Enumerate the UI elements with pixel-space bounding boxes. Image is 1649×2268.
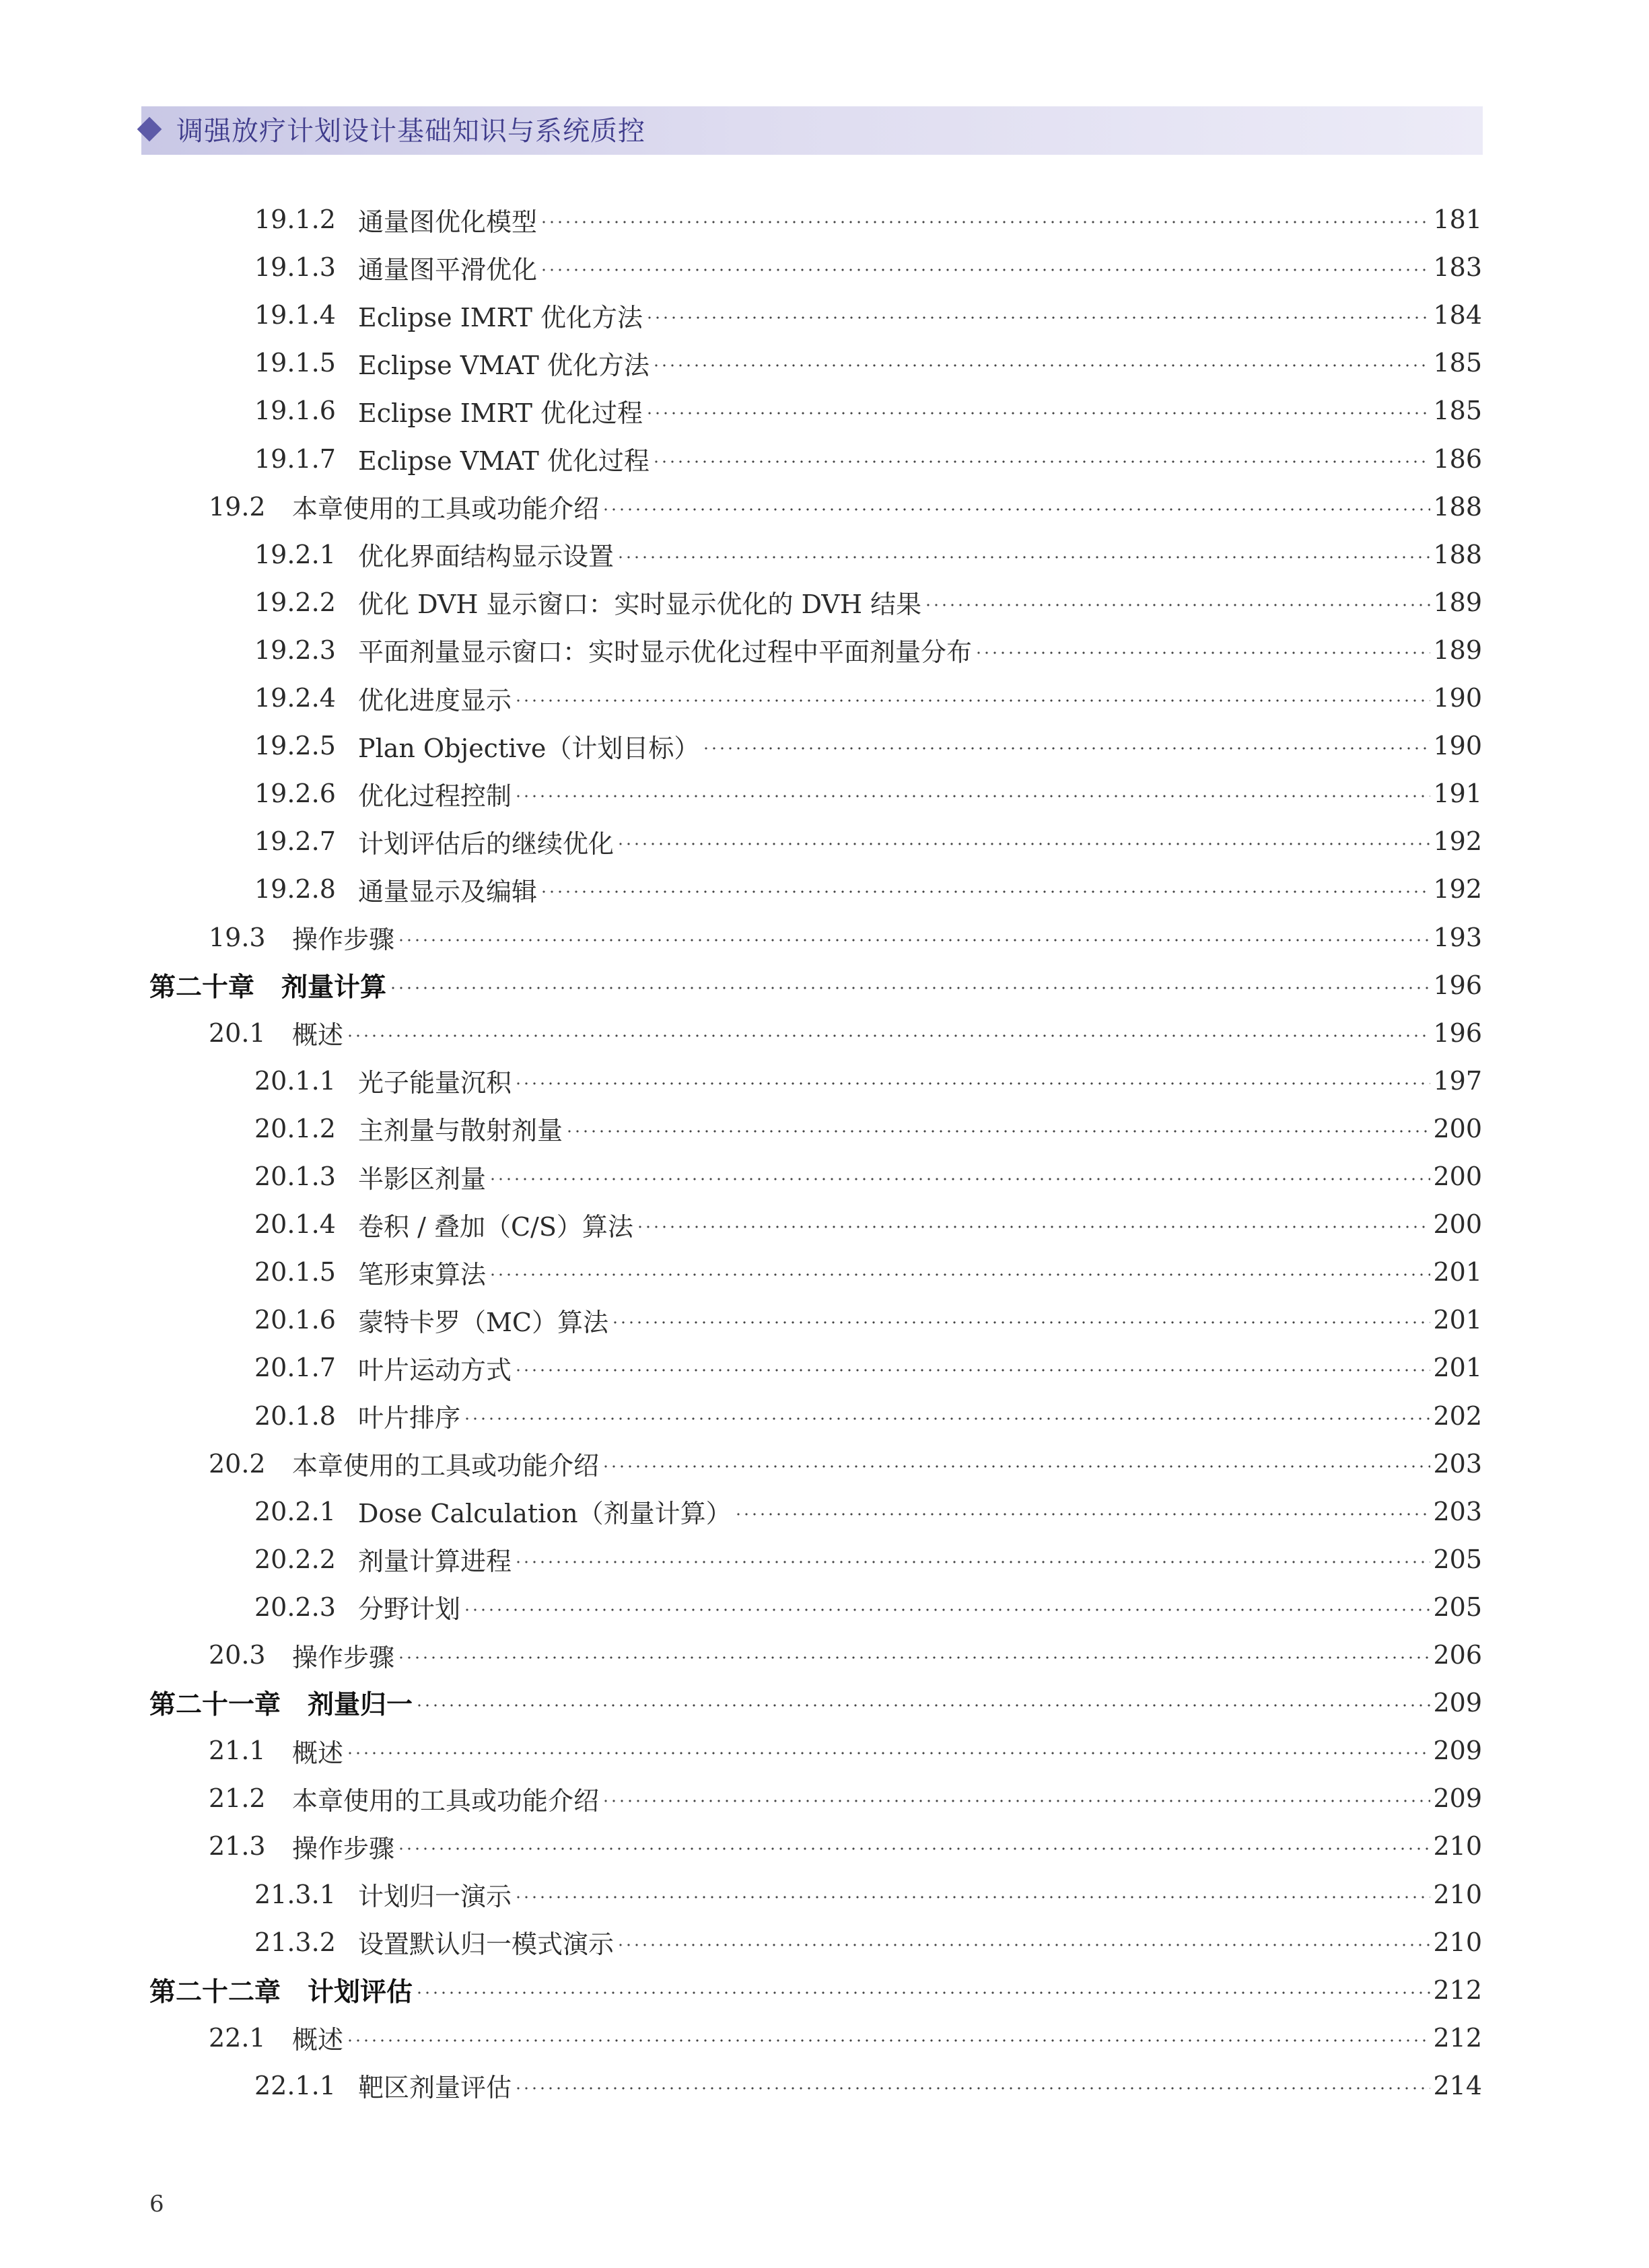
toc-entry-title: 主剂量与散射剂量 bbox=[358, 1116, 563, 1146]
toc-entry-number: 20.1 bbox=[209, 1018, 266, 1048]
toc-dot-leader bbox=[565, 1130, 1430, 1133]
toc-entry-title: 蒙特卡罗（MC）算法 bbox=[358, 1307, 608, 1337]
toc-entry-page: 183 bbox=[1433, 252, 1482, 283]
toc-dot-leader bbox=[346, 1034, 1430, 1037]
toc-entry[interactable] bbox=[254, 1347, 1482, 1388]
toc-entry-number: 22.1 bbox=[209, 2022, 266, 2053]
toc-entry-title: 优化过程控制 bbox=[358, 781, 512, 811]
toc-entry-page: 192 bbox=[1433, 874, 1482, 905]
toc-dot-leader bbox=[636, 1226, 1431, 1228]
toc-dot-leader bbox=[397, 1656, 1430, 1659]
toc-entry-title: 叶片排序 bbox=[358, 1403, 461, 1433]
toc-entry-number: 20.2.3 bbox=[254, 1592, 336, 1622]
page-number: 6 bbox=[149, 2191, 164, 2218]
toc-entry-title: 操作步骤 bbox=[292, 1833, 395, 1864]
toc-entry-number: 20.1.8 bbox=[254, 1401, 336, 1431]
toc-entry-title: 计划评估 bbox=[308, 1977, 413, 2008]
toc-entry-title: Eclipse VMAT 优化方法 bbox=[358, 350, 650, 380]
toc-entry-title: 分野计划 bbox=[358, 1594, 461, 1625]
toc-entry-number: 21.2 bbox=[209, 1783, 266, 1814]
toc-entry-page: 196 bbox=[1433, 970, 1482, 1000]
toc-dot-leader bbox=[489, 1178, 1430, 1180]
toc-entry-page: 210 bbox=[1433, 1831, 1482, 1862]
toc-entry-page: 214 bbox=[1433, 2070, 1482, 2100]
toc-entry-page: 209 bbox=[1433, 1688, 1482, 1718]
toc-entry-number: 19.2.3 bbox=[254, 635, 336, 665]
toc-dot-leader bbox=[389, 987, 1430, 989]
toc-entry-page: 192 bbox=[1433, 826, 1482, 857]
toc-entry-number: 21.3 bbox=[209, 1831, 266, 1862]
toc-entry-number: 19.2 bbox=[209, 491, 266, 522]
toc-entry-title: 光子能量沉积 bbox=[358, 1068, 512, 1098]
toc-entry[interactable] bbox=[254, 390, 1482, 431]
toc-entry-page: 188 bbox=[1433, 491, 1482, 522]
toc-entry-number: 22.1.1 bbox=[254, 2070, 336, 2100]
toc-entry-title: Eclipse VMAT 优化过程 bbox=[358, 446, 650, 476]
toc-entry-title: 计划评估后的继续优化 bbox=[358, 828, 615, 859]
toc-entry-page: 200 bbox=[1433, 1209, 1482, 1240]
toc-entry-number: 19.3 bbox=[209, 922, 266, 952]
toc-entry[interactable] bbox=[254, 1204, 1482, 1244]
toc-entry[interactable] bbox=[254, 295, 1482, 335]
toc-entry[interactable] bbox=[254, 1252, 1482, 1292]
toc-entry-title: 平面剂量显示窗口：实时显示优化过程中平面剂量分布 bbox=[358, 637, 973, 668]
toc-entry-title: 笔形束算法 bbox=[358, 1259, 487, 1289]
toc-entry-page: 189 bbox=[1433, 635, 1482, 665]
toc-entry[interactable] bbox=[254, 1396, 1482, 1436]
toc-entry-title: 优化界面结构显示设置 bbox=[358, 542, 615, 572]
toc-entry[interactable] bbox=[209, 1778, 1482, 1818]
toc-entry-number: 20.1.6 bbox=[254, 1305, 336, 1335]
toc-entry-page: 201 bbox=[1433, 1353, 1482, 1383]
toc-dot-leader bbox=[463, 1608, 1430, 1611]
toc-entry[interactable] bbox=[209, 1730, 1482, 1771]
toc-entry-title: 设置默认归一模式演示 bbox=[358, 1929, 615, 1960]
toc-entry[interactable] bbox=[209, 1444, 1482, 1484]
toc-dot-leader bbox=[645, 316, 1430, 319]
toc-dot-leader bbox=[617, 843, 1430, 845]
toc-entry-page: 212 bbox=[1433, 2022, 1482, 2053]
toc-dot-leader bbox=[975, 651, 1430, 654]
toc-entry-number: 20.1.5 bbox=[254, 1257, 336, 1287]
toc-entry-number: 20.2.1 bbox=[254, 1496, 336, 1526]
toc-chapter-entry[interactable] bbox=[149, 1682, 1482, 1723]
toc-dot-leader bbox=[734, 1513, 1431, 1516]
toc-dot-leader bbox=[702, 747, 1430, 750]
toc-entry[interactable] bbox=[254, 343, 1482, 383]
toc-entry-page: 185 bbox=[1433, 396, 1482, 426]
toc-entry-page: 190 bbox=[1433, 683, 1482, 713]
toc-entry-number: 19.1.3 bbox=[254, 252, 336, 283]
toc-dot-leader bbox=[602, 508, 1430, 511]
toc-entry-page: 205 bbox=[1433, 1544, 1482, 1574]
toc-dot-leader bbox=[617, 556, 1430, 559]
toc-entry-page: 203 bbox=[1433, 1448, 1482, 1479]
toc-dot-leader bbox=[514, 1896, 1430, 1899]
toc-dot-leader bbox=[645, 412, 1430, 415]
toc-entry-number: 21.1 bbox=[209, 1736, 266, 1766]
toc-entry-number: 20.1.7 bbox=[254, 1353, 336, 1383]
toc-entry-page: 190 bbox=[1433, 731, 1482, 761]
toc-entry-number: 19.2.2 bbox=[254, 587, 336, 617]
toc-entry-page: 212 bbox=[1433, 1975, 1482, 2005]
toc-entry-page: 206 bbox=[1433, 1640, 1482, 1670]
toc-entry[interactable] bbox=[254, 1874, 1482, 1915]
toc-entry-page: 196 bbox=[1433, 1018, 1482, 1048]
toc-entry-page: 209 bbox=[1433, 1736, 1482, 1766]
toc-entry-title: 概述 bbox=[292, 2025, 344, 2055]
toc-entry[interactable] bbox=[209, 917, 1482, 958]
toc-entry-number: 19.2.6 bbox=[254, 779, 336, 809]
toc-entry-page: 197 bbox=[1433, 1065, 1482, 1096]
toc-dot-leader bbox=[602, 1465, 1430, 1468]
toc-entry[interactable] bbox=[254, 630, 1482, 670]
toc-entry[interactable] bbox=[209, 1635, 1482, 1675]
toc-entry-number: 第二十一章 bbox=[149, 1690, 281, 1721]
toc-dot-leader bbox=[514, 2087, 1430, 2090]
toc-entry-number: 21.3.1 bbox=[254, 1879, 336, 1909]
toc-entry-title: Dose Calculation（剂量计算） bbox=[358, 1499, 732, 1529]
toc-entry[interactable] bbox=[254, 582, 1482, 623]
toc-dot-leader bbox=[397, 1847, 1430, 1850]
toc-dot-leader bbox=[617, 1944, 1430, 1946]
toc-entry-title: 本章使用的工具或功能介绍 bbox=[292, 1451, 600, 1481]
toc-entry-page: 184 bbox=[1433, 300, 1482, 330]
toc-entry-title: 通量图平滑优化 bbox=[358, 254, 538, 285]
toc-dot-leader bbox=[514, 795, 1430, 798]
toc-entry-page: 191 bbox=[1433, 779, 1482, 809]
toc-entry[interactable] bbox=[254, 2065, 1482, 2106]
toc-entry-title: 计划归一演示 bbox=[358, 1882, 512, 1911]
toc-entry-number: 19.2.1 bbox=[254, 539, 336, 569]
toc-dot-leader bbox=[514, 1082, 1430, 1085]
toc-entry-title: 叶片运动方式 bbox=[358, 1355, 512, 1385]
toc-entry-number: 19.2.5 bbox=[254, 731, 336, 761]
toc-entry-page: 200 bbox=[1433, 1113, 1482, 1143]
toc-entry-page: 186 bbox=[1433, 444, 1482, 474]
toc-entry-title: 卷积 / 叠加（C/S）算法 bbox=[358, 1211, 633, 1242]
toc-entry[interactable] bbox=[254, 1108, 1482, 1149]
toc-entry[interactable] bbox=[254, 534, 1482, 575]
toc-dot-leader bbox=[652, 460, 1431, 463]
toc-entry-page: 188 bbox=[1433, 539, 1482, 569]
toc-entry-number: 21.3.2 bbox=[254, 1927, 336, 1957]
toc-entry-page: 185 bbox=[1433, 348, 1482, 378]
toc-chapter-entry[interactable] bbox=[149, 965, 1482, 1005]
toc-entry-number: 19.1.7 bbox=[254, 444, 336, 474]
toc-entry-title: 优化进度显示 bbox=[358, 685, 512, 715]
toc-entry[interactable] bbox=[209, 487, 1482, 527]
toc-entry[interactable] bbox=[254, 199, 1482, 240]
toc-entry-title: Eclipse IMRT 优化方法 bbox=[358, 302, 643, 332]
toc-entry-title: 操作步骤 bbox=[292, 925, 395, 954]
toc-dot-leader bbox=[514, 1369, 1430, 1372]
toc-entry[interactable] bbox=[254, 678, 1482, 718]
toc-entry-number: 20.1.4 bbox=[254, 1209, 336, 1240]
toc-entry-page: 205 bbox=[1433, 1592, 1482, 1622]
toc-entry-number: 第二十二章 bbox=[149, 1977, 281, 2008]
toc-entry-page: 200 bbox=[1433, 1162, 1482, 1191]
toc-entry[interactable] bbox=[254, 1587, 1482, 1627]
toc-entry-page: 189 bbox=[1433, 587, 1482, 617]
toc-entry-title: 概述 bbox=[292, 1020, 344, 1051]
toc-entry-title: 剂量归一 bbox=[308, 1690, 413, 1721]
toc-entry-number: 19.1.6 bbox=[254, 396, 336, 426]
toc-entry-title: 概述 bbox=[292, 1738, 344, 1768]
toc-entry-page: 193 bbox=[1433, 922, 1482, 952]
running-header-title: 调强放疗计划设计基础知识与系统质控 bbox=[176, 116, 645, 147]
toc-entry-page: 209 bbox=[1433, 1783, 1482, 1814]
toc-entry[interactable] bbox=[254, 1156, 1482, 1197]
toc-entry-title: 剂量计算进程 bbox=[358, 1547, 512, 1577]
toc-entry-page: 210 bbox=[1433, 1879, 1482, 1909]
toc-entry-number: 20.2 bbox=[209, 1448, 266, 1479]
toc-entry-page: 202 bbox=[1433, 1401, 1482, 1431]
toc-entry-title: 通量图优化模型 bbox=[358, 207, 538, 237]
toc-entry-number: 19.1.4 bbox=[254, 300, 336, 330]
toc-dot-leader bbox=[346, 1752, 1430, 1755]
toc-entry-page: 201 bbox=[1433, 1305, 1482, 1335]
toc-entry-title: 本章使用的工具或功能介绍 bbox=[292, 494, 600, 524]
toc-entry-number: 19.1.5 bbox=[254, 348, 336, 378]
toc-entry[interactable] bbox=[254, 773, 1482, 814]
toc-dot-leader bbox=[489, 1273, 1430, 1276]
toc-entry[interactable] bbox=[254, 439, 1482, 479]
toc-entry[interactable] bbox=[254, 821, 1482, 861]
toc-entry[interactable] bbox=[254, 1061, 1482, 1101]
toc-entry-title: 本章使用的工具或功能介绍 bbox=[292, 1785, 600, 1816]
toc-dot-leader bbox=[463, 1417, 1430, 1420]
toc-entry-title: 优化 DVH 显示窗口：实时显示优化的 DVH 结果 bbox=[358, 590, 922, 620]
toc-dot-leader bbox=[540, 269, 1430, 271]
toc-dot-leader bbox=[924, 604, 1430, 606]
toc-dot-leader bbox=[346, 2039, 1430, 2042]
toc-dot-leader bbox=[514, 699, 1430, 702]
toc-entry[interactable] bbox=[254, 1922, 1482, 1962]
toc-entry[interactable] bbox=[254, 725, 1482, 766]
toc-entry-number: 第二十章 bbox=[149, 972, 255, 1003]
toc-dot-leader bbox=[514, 1561, 1430, 1563]
toc-entry-number: 19.1.2 bbox=[254, 205, 336, 234]
toc-entry-number: 19.2.8 bbox=[254, 874, 336, 905]
toc-entry-title: Eclipse IMRT 优化过程 bbox=[358, 398, 643, 428]
toc-dot-leader bbox=[540, 890, 1430, 893]
toc-entry-title: 操作步骤 bbox=[292, 1642, 395, 1672]
toc-dot-leader bbox=[652, 364, 1431, 367]
toc-chapter-entry[interactable] bbox=[149, 1970, 1482, 2010]
toc-entry-title: 靶区剂量评估 bbox=[358, 2073, 512, 2103]
toc-entry-title: 通量显示及编辑 bbox=[358, 876, 538, 907]
toc-dot-leader bbox=[611, 1321, 1430, 1324]
toc-entry-number: 20.1.2 bbox=[254, 1113, 336, 1143]
toc-entry[interactable] bbox=[209, 1826, 1482, 1866]
toc-entry[interactable] bbox=[254, 869, 1482, 909]
toc-dot-leader bbox=[540, 221, 1430, 223]
toc-entry-number: 19.2.7 bbox=[254, 826, 336, 857]
toc-entry-page: 201 bbox=[1433, 1257, 1482, 1287]
toc-dot-leader bbox=[415, 1704, 1430, 1707]
toc-entry-number: 20.1.1 bbox=[254, 1065, 336, 1096]
toc-dot-leader bbox=[602, 1800, 1430, 1802]
toc-entry[interactable] bbox=[209, 1013, 1482, 1053]
toc-entry[interactable] bbox=[254, 1300, 1482, 1340]
toc-entry[interactable] bbox=[254, 247, 1482, 287]
toc-entry[interactable] bbox=[254, 1491, 1482, 1532]
toc-entry-number: 20.1.3 bbox=[254, 1162, 336, 1191]
toc-entry[interactable] bbox=[209, 2018, 1482, 2058]
toc-entry-title: 剂量计算 bbox=[281, 972, 387, 1003]
toc-entry-number: 20.3 bbox=[209, 1640, 266, 1670]
toc-entry-page: 210 bbox=[1433, 1927, 1482, 1957]
toc-entry-title: Plan Objective（计划目标） bbox=[358, 733, 700, 763]
toc-entry-number: 20.2.2 bbox=[254, 1544, 336, 1574]
toc-entry-page: 181 bbox=[1433, 205, 1482, 234]
toc-entry-number: 19.2.4 bbox=[254, 683, 336, 713]
toc-entry-title: 半影区剂量 bbox=[358, 1164, 487, 1194]
toc-entry-page: 203 bbox=[1433, 1496, 1482, 1526]
toc-dot-leader bbox=[397, 939, 1430, 942]
toc-entry[interactable] bbox=[254, 1539, 1482, 1580]
toc-dot-leader bbox=[415, 1991, 1430, 1994]
